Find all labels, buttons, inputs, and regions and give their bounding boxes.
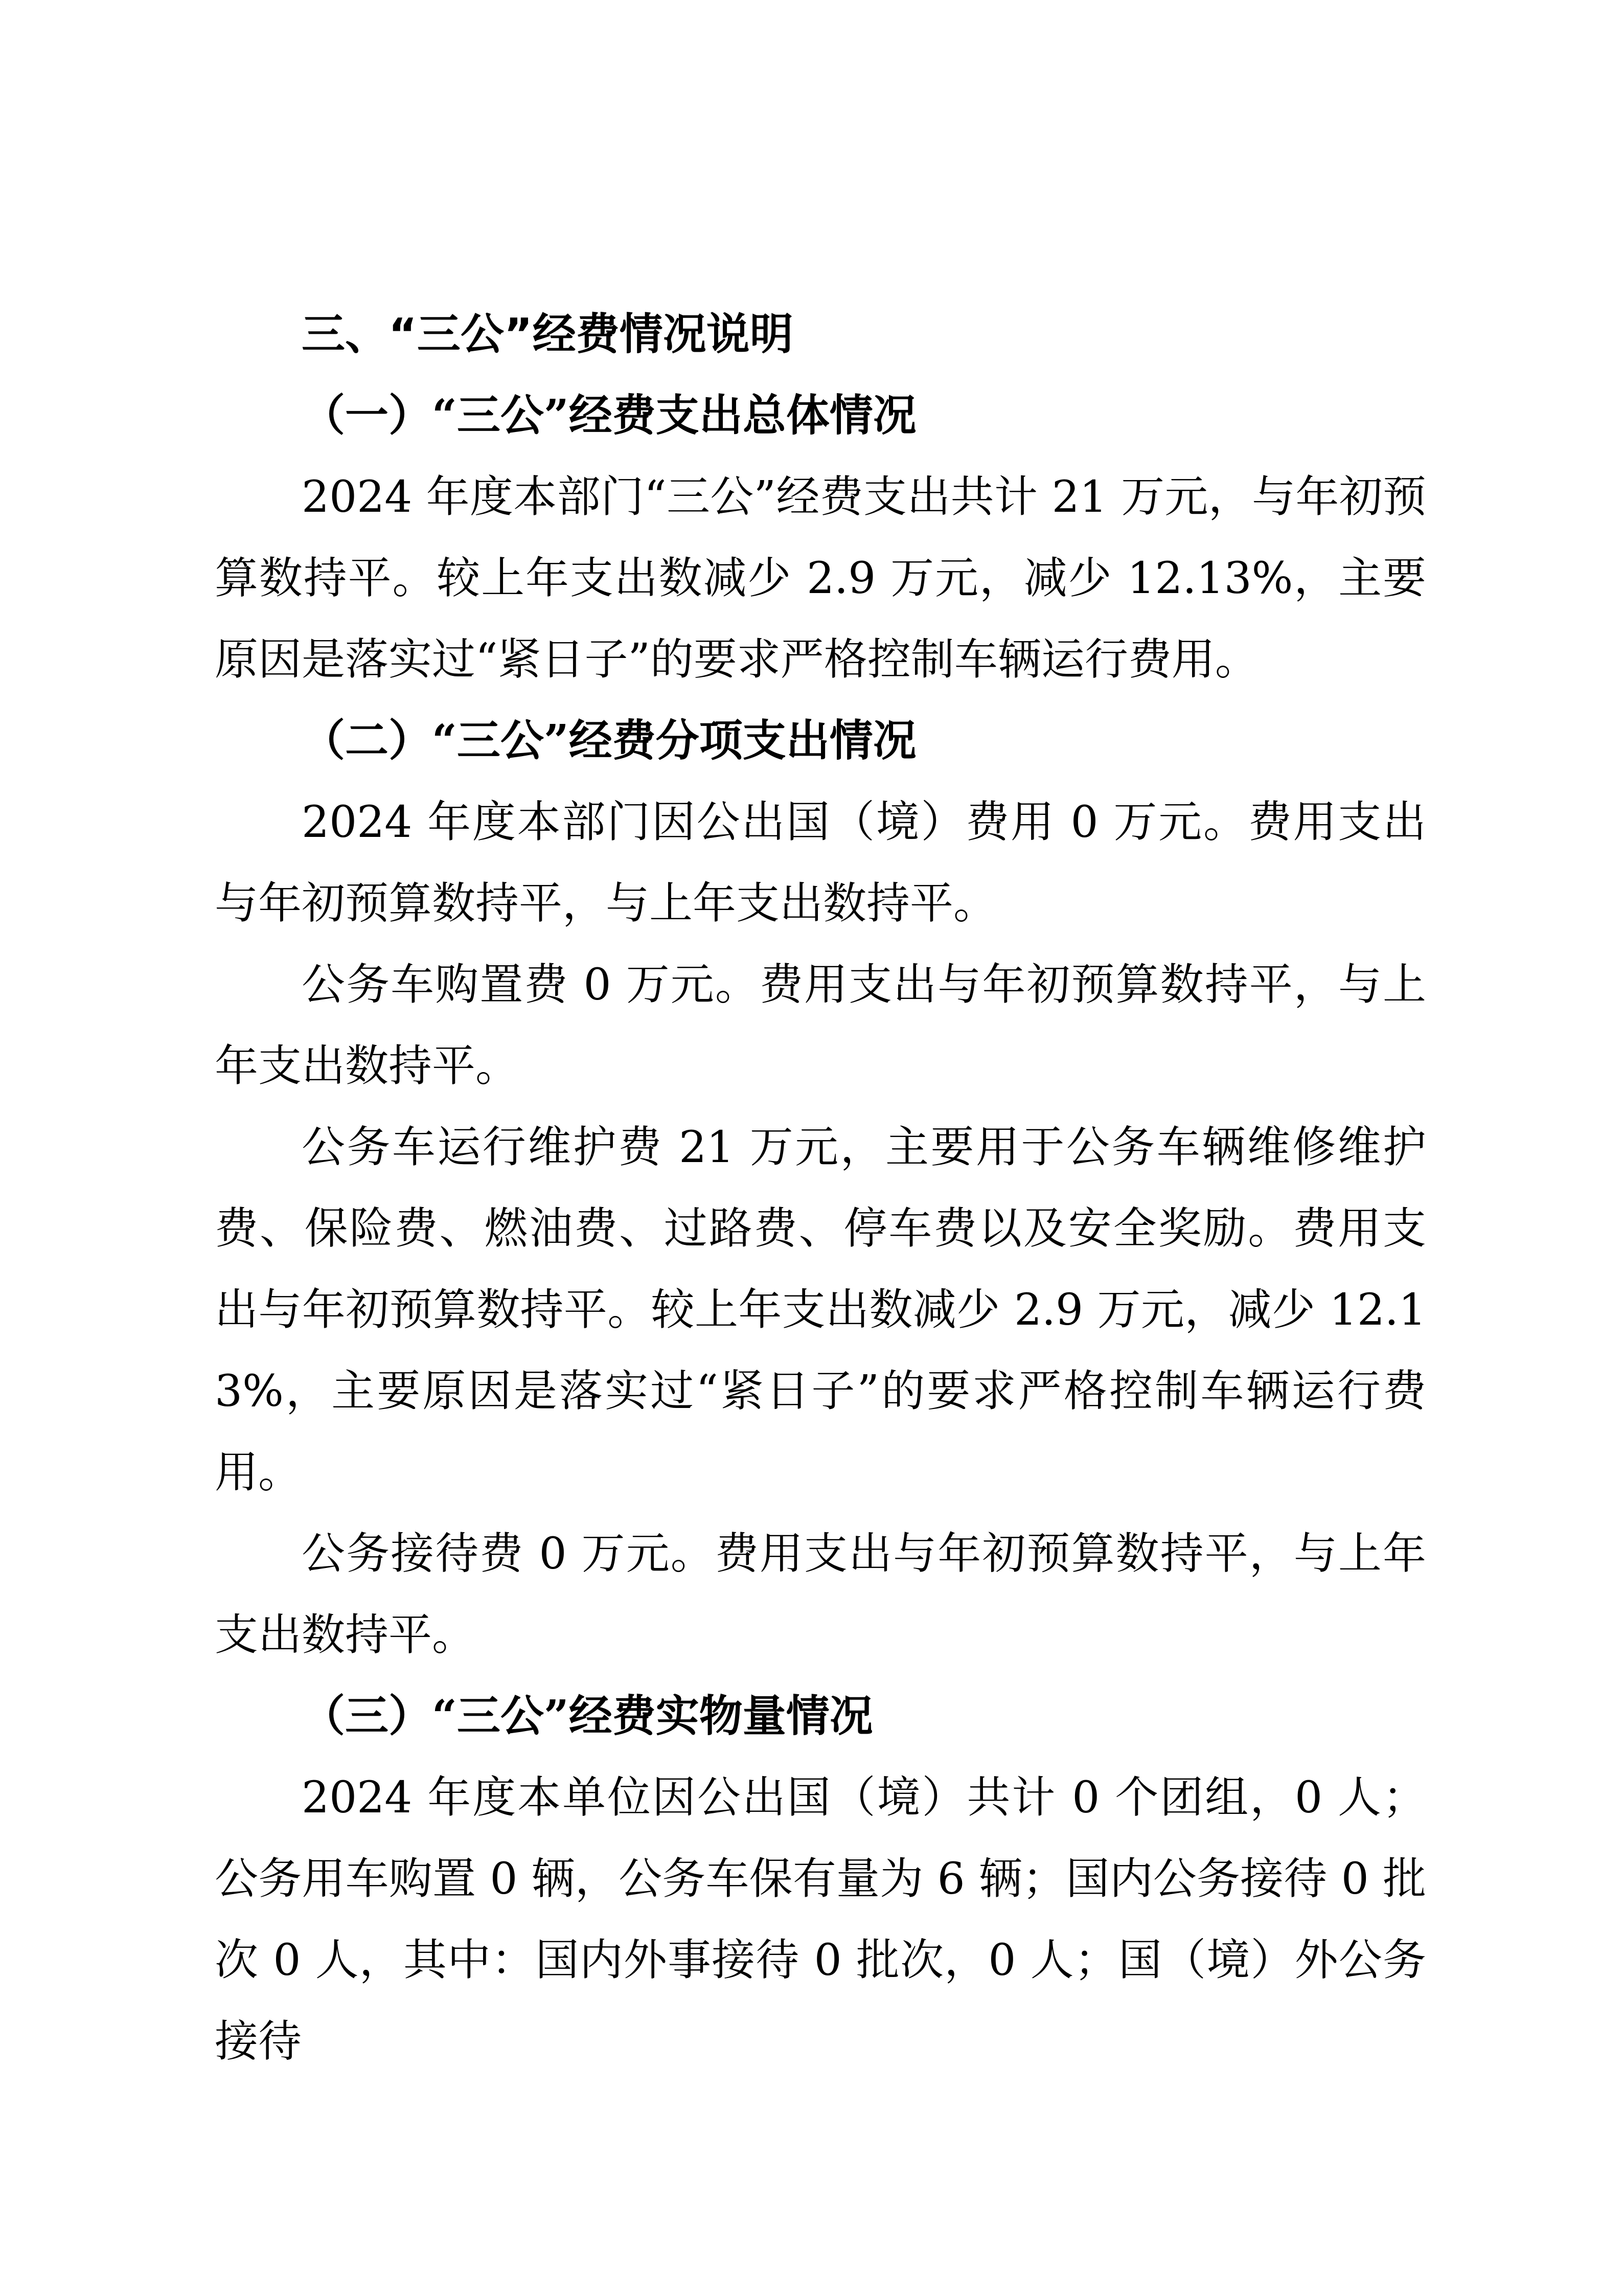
section-2-paragraph-1: 2024 年度本部门因公出国（境）费用 0 万元。费用支出与年初预算数持平，与上年支出数持平。 — [215, 797, 1426, 929]
section-2-title: （二）“三公”经费分项支出情况 — [302, 715, 917, 766]
section-1-title: （一）“三公”经费支出总体情况 — [302, 390, 917, 441]
section-2-paragraph-3: 公务车运行维护费 21 万元，主要用于公务车辆维修维护费、保险费、燃油费、过路费、停车费以及安全奖励。费用支出与年初预算数持平。较上年支出数减少 2.9 万元，减少 12.13%，主要原因是落实过“紧日子”的要求严格控制车辆运行费用。 — [215, 1122, 1426, 1498]
section-2-paragraph-4: 公务接待费 0 万元。费用支出与年初预算数持平，与上年支出数持平。 — [215, 1529, 1426, 1661]
main-heading: 三、“三公”经费情况说明 — [302, 309, 793, 360]
document-body — [215, 294, 1426, 2082]
section-2-paragraph-2: 公务车购置费 0 万元。费用支出与年初预算数持平，与上年支出数持平。 — [215, 960, 1426, 1092]
section-3-paragraph-1: 2024 年度本单位因公出国（境）共计 0 个团组，0 人；公务用车购置 0 辆，公务车保有量为 6 辆；国内公务接待 0 批次 0 人，其中：国内外事接待 0 批次，0 人；国（境）外公务接待 — [215, 1772, 1426, 2067]
section-1-paragraph-1: 2024 年度本部门“三公”经费支出共计 21 万元，与年初预算数持平。较上年支出数减少 2.9 万元，减少 12.13%，主要原因是落实过“紧日子”的要求严格控制车辆运行费用。 — [215, 472, 1426, 685]
section-3-title: （三）“三公”经费实物量情况 — [302, 1691, 873, 1742]
